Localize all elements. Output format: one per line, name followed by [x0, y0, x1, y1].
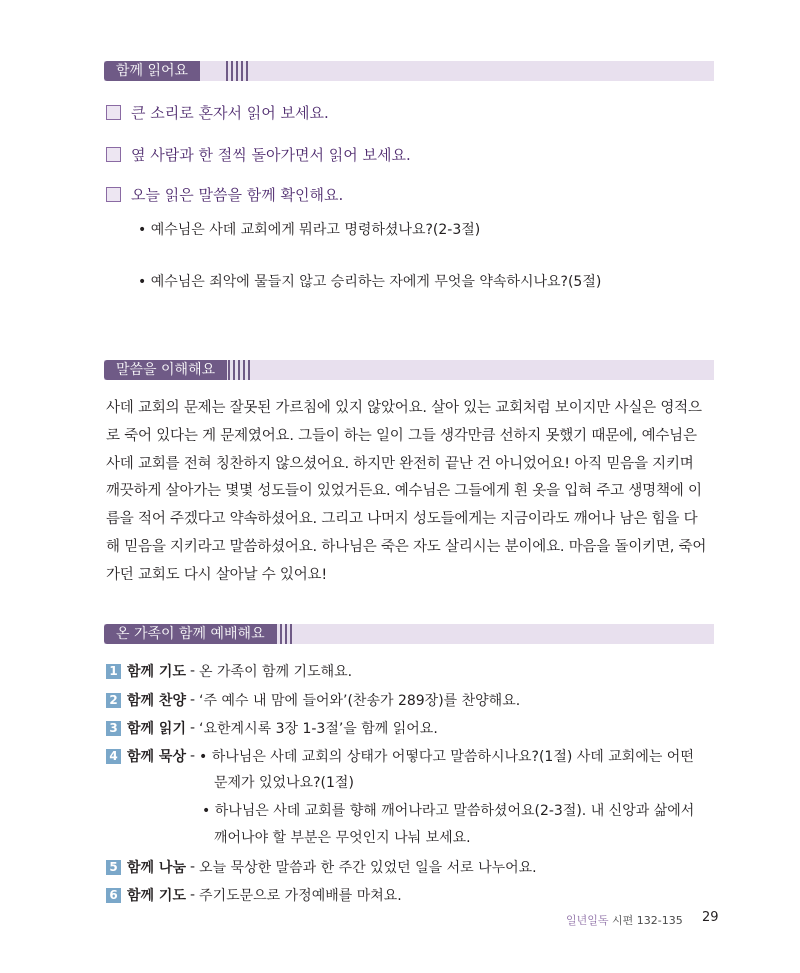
- step-text: 온 가족이 함께 기도해요.: [199, 664, 353, 680]
- worship-step: [106, 746, 694, 766]
- step-subitem: • 하나님은 사데 교회를 향해 깨어나라고 말씀하셨어요(2-3절). 내 신앙과 삶에서: [202, 803, 695, 819]
- step-number-badge: 3: [106, 721, 121, 736]
- header-decoration: [270, 624, 292, 644]
- paragraph-line: 깨끗하게 살아가는 몇몇 성도들이 있었거든요. 예수님은 그들에게 흰 옷을 입혀 주고 생명책에 이: [106, 483, 702, 500]
- paragraph-line: 름을 적어 주겠다고 약속하셨어요. 그리고 나머지 성도들에게는 지금이라도 깨어나 남은 힘을 다: [106, 511, 698, 528]
- checkbox-icon[interactable]: [106, 105, 121, 120]
- step-label: 함께 찬양: [127, 693, 186, 709]
- worship-step: [106, 718, 438, 738]
- step-label: 함께 나눔: [127, 860, 186, 876]
- section-header-family-worship: [104, 624, 714, 644]
- section-header-understand: [104, 360, 714, 380]
- page-number: 29: [702, 910, 719, 925]
- checklist-item[interactable]: [106, 144, 411, 165]
- step-label: 함께 기도: [127, 664, 186, 680]
- step-text: ‘요한계시록 3장 1-3절’을 함께 읽어요.: [199, 721, 438, 737]
- step-separator: -: [189, 859, 196, 875]
- question-item: • 예수님은 사데 교회에게 뭐라고 명령하셨나요?(2-3절): [138, 222, 481, 238]
- step-separator: -: [189, 720, 196, 736]
- paragraph-line: 해 믿음을 지키라고 말씀하셨어요. 하나님은 죽은 자도 살리시는 분이에요. 마음을 돌이키면, 죽어: [106, 538, 707, 555]
- worship-step: [106, 661, 352, 681]
- step-label: 함께 묵상: [127, 749, 186, 765]
- step-text: • 하나님은 사데 교회의 상태가 어떻다고 말씀하시나요?(1절) 사데 교회에는 어떤: [199, 749, 694, 765]
- worship-step: [106, 885, 402, 905]
- step-number-badge: 4: [106, 749, 121, 764]
- step-separator: -: [189, 663, 196, 679]
- section-header-read-together: [104, 61, 714, 81]
- checklist-text: 오늘 읽은 말씀을 함께 확인해요.: [131, 186, 344, 204]
- checkbox-icon[interactable]: [106, 147, 121, 162]
- step-separator: -: [189, 887, 196, 903]
- footer-reading-range: 시편 132-135: [612, 914, 683, 927]
- step-separator: -: [189, 748, 196, 764]
- explanation-paragraph: [106, 395, 714, 590]
- step-label: 함께 읽기: [127, 721, 186, 737]
- worship-step: [106, 690, 520, 710]
- header-decoration: [228, 360, 250, 380]
- question-item: • 예수님은 죄악에 물들지 않고 승리하는 자에게 무엇을 약속하시나요?(5절): [138, 274, 602, 290]
- checklist-item[interactable]: [106, 102, 329, 123]
- section-title: 말씀을 이해해요: [104, 360, 227, 380]
- step-number-badge: 2: [106, 693, 121, 708]
- paragraph-line: 사데 교회를 전혀 칭찬하지 않으셨어요. 하지만 완전히 끝난 건 아니었어요! 아직 믿음을 지키며: [106, 455, 694, 472]
- step-separator: -: [189, 692, 196, 708]
- checklist-text: 옆 사람과 한 절씩 돌아가면서 읽어 보세요.: [131, 146, 411, 164]
- checklist-text: 큰 소리로 혼자서 읽어 보세요.: [131, 104, 329, 122]
- paragraph-line: 사데 교회의 문제는 잘못된 가르침에 있지 않았어요. 살아 있는 교회처럼 보이지만 사실은 영적으: [106, 400, 702, 416]
- section-title: 함께 읽어요: [104, 61, 200, 81]
- section-title: 온 가족이 함께 예배해요: [104, 624, 277, 644]
- step-number-badge: 5: [106, 860, 121, 875]
- header-decoration: [226, 61, 248, 81]
- step-text: 주기도문으로 가정예배를 마쳐요.: [199, 888, 402, 904]
- worship-step: [106, 857, 537, 877]
- step-number-badge: 6: [106, 888, 121, 903]
- footer-brand: 일년일독: [566, 914, 609, 927]
- paragraph-line: 가던 교회도 다시 살아날 수 있어요!: [106, 566, 327, 583]
- checkbox-icon[interactable]: [106, 187, 121, 202]
- step-continuation: 깨어나야 할 부분은 무엇인지 나눠 보세요.: [214, 830, 471, 846]
- step-text: 오늘 묵상한 말씀과 한 주간 있었던 일을 서로 나누어요.: [199, 860, 537, 876]
- step-continuation: 문제가 있었나요?(1절): [214, 775, 354, 791]
- paragraph-line: 로 죽어 있다는 게 문제였어요. 그들이 하는 일이 그들 생각만큼 선하지 못했기 때문에, 예수님은: [106, 427, 697, 444]
- step-label: 함께 기도: [127, 888, 186, 904]
- checklist-item[interactable]: [106, 184, 343, 205]
- step-text: ‘주 예수 내 맘에 들어와’(찬송가 289장)를 찬양해요.: [199, 693, 521, 709]
- step-number-badge: 1: [106, 664, 121, 679]
